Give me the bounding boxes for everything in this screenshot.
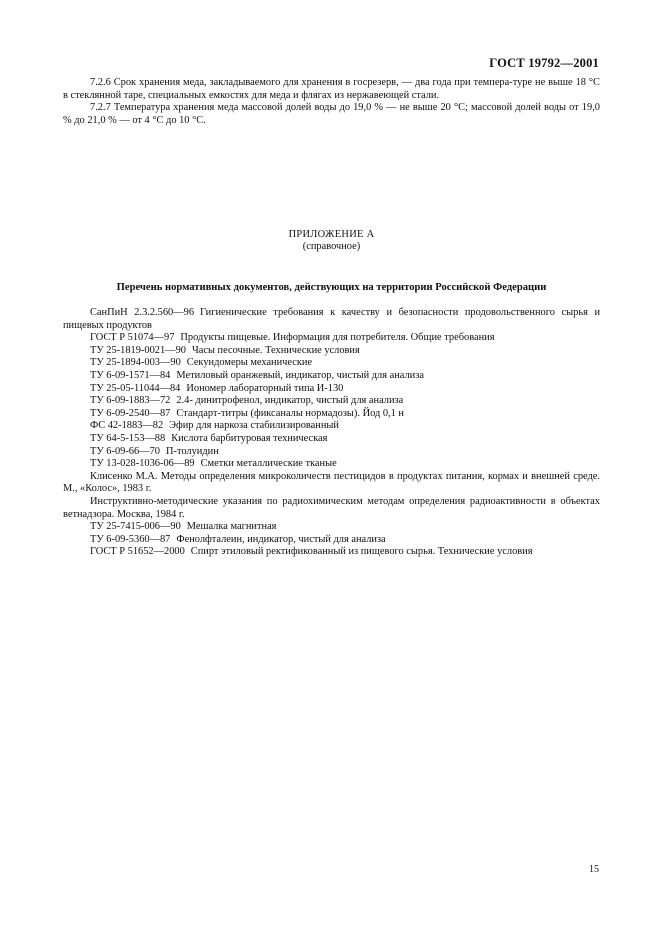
reference-code: ГОСТ Р 51074—97 (90, 332, 175, 344)
reference-item (63, 395, 600, 408)
normative-documents-heading: Перечень нормативных документов, действующих на территории Российской Федерации (116, 282, 547, 293)
reference-title: Эфир для наркоза стабилизированный (169, 420, 339, 432)
reference-item (63, 521, 600, 534)
reference-title: Секундомеры механические (186, 357, 313, 369)
reference-code: ГОСТ Р 51652—2000 (90, 546, 185, 558)
reference-item (63, 534, 600, 547)
reference-item (63, 357, 600, 370)
reference-item (63, 458, 600, 471)
reference-code: ТУ 6-09-1571—84 (90, 369, 171, 381)
reference-item (63, 307, 600, 332)
appendix-title: ПРИЛОЖЕНИЕ А (288, 229, 375, 240)
clause-7-2-7: 7.2.7 Температура хранения меда массовой долей воды до 19,0 % — не выше 20 °С; массовой долей воды от 19,0 % до 21,0 % — от 4 °С до 10 °С. (63, 102, 600, 126)
reference-code: ТУ 25-1819-0021—90 (90, 344, 186, 356)
reference-item-guidelines (63, 496, 600, 521)
reference-title: Гигиенические требования к качеству и безопасности продовольственного сырья и пищевых продуктов (63, 307, 601, 331)
reference-title: Инструктивно-методические указания по радиохимическим методам определения радиоактивности в объектах ветнадзора. Москва, 1984 г. (63, 495, 600, 520)
reference-code: ТУ 6-09-2540—87 (90, 407, 171, 419)
reference-title: Фенолфталеин, индикатор, чистый для анализа (176, 533, 386, 545)
reference-code: ТУ 6-09-1883—72 (90, 395, 171, 407)
reference-item (63, 383, 600, 396)
reference-title: Метиловый оранжевый, индикатор, чистый для анализа (176, 369, 424, 381)
reference-title: Спирт этиловый ректификованный из пищевого сырья. Технические условия (190, 546, 533, 558)
reference-item (63, 420, 600, 433)
appendix-heading (63, 229, 600, 253)
reference-item (63, 446, 600, 459)
reference-title: Кислота барбитуровая техническая (171, 432, 328, 444)
reference-code: ТУ 6-09-5360—87 (90, 533, 171, 545)
reference-code: ФС 42-1883—82 (90, 420, 164, 432)
reference-title: Стандарт-титры (фиксаналы нормадозы). Йод 0,1 н (176, 407, 404, 419)
normative-documents-list (63, 307, 600, 559)
reference-title: Часы песочные. Технические условия (191, 344, 360, 356)
reference-item (63, 546, 600, 559)
reference-item (63, 408, 600, 421)
reference-item-book (63, 471, 600, 496)
document-standard-header: ГОСТ 19792—2001 (489, 56, 599, 70)
reference-item (63, 345, 600, 358)
reference-code: ТУ 6-09-66—70 (90, 445, 160, 457)
appendix-subtitle: (справочное) (302, 241, 361, 252)
reference-item (63, 332, 600, 345)
reference-item (63, 433, 600, 446)
reference-code: ТУ 25-05-11044—84 (90, 382, 181, 394)
reference-title: Клисенко М.А. Методы определения микроколичеств пестицидов в продуктах питания, кормах и внешней среде. М., «Колос», 1983 г. (63, 470, 600, 495)
reference-code: ТУ 13-028-1036-06—89 (90, 458, 195, 470)
page-number: 15 (589, 864, 599, 875)
reference-title: Мешалка магнитная (186, 521, 277, 533)
storage-clauses (63, 77, 600, 127)
reference-code: ТУ 25-1894-003—90 (90, 357, 181, 369)
reference-title: Сметки металлические тканые (200, 458, 337, 470)
clause-7-2-6: 7.2.6 Срок хранения меда, закладываемого для хранения в госрезерв, — два года при темпера-туре не выше 18 °С в стеклянной таре, специальных емкостях для меда и флягах из нержавеющей стали. (63, 77, 600, 101)
reference-title: Иономер лабораторный типа И-130 (186, 382, 344, 394)
reference-item (63, 370, 600, 383)
reference-title: Продукты пищевые. Информация для потребителя. Общие требования (180, 332, 495, 344)
reference-code: ТУ 25-7415-006—90 (90, 521, 181, 533)
reference-code: СанПиН 2.3.2.560—96 (90, 307, 195, 318)
reference-title: П-толуидин (165, 445, 219, 457)
reference-code: ТУ 64-5-153—88 (90, 432, 166, 444)
reference-title: 2.4- динитрофенол, индикатор, чистый для анализа (176, 395, 404, 407)
